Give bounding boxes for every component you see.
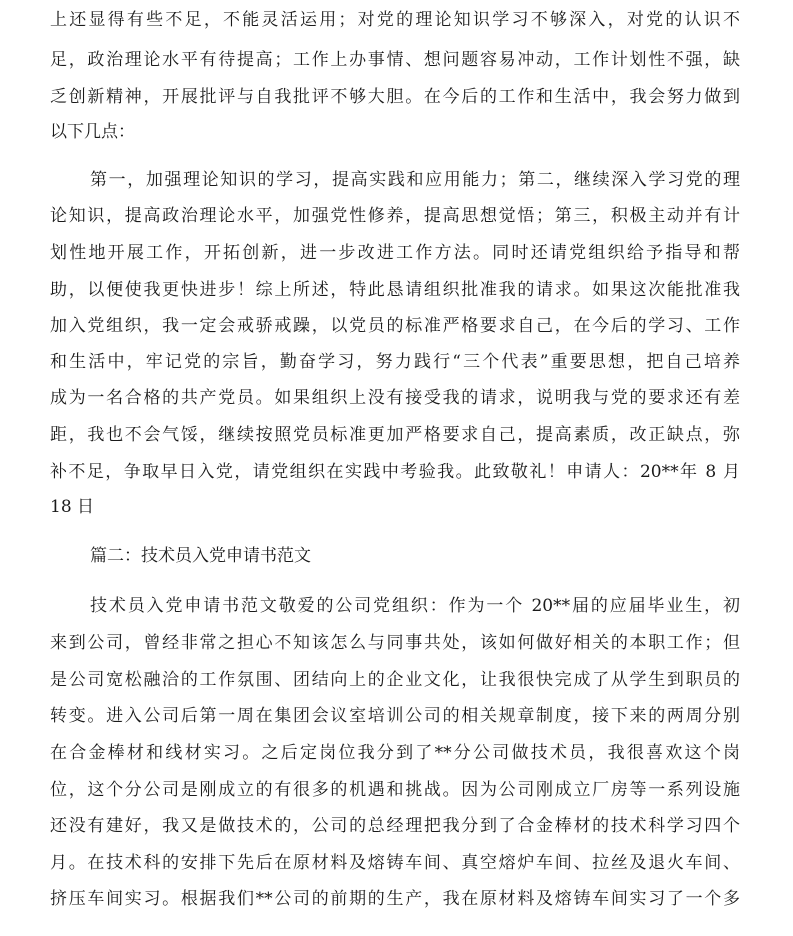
paragraph-line: 转变。进入公司后第一周在集团会议室培训公司的相关规章制度，接下来的两周分别	[50, 706, 740, 726]
paragraph-line: 补不足，争取早日入党，请党组织在实践中考验我。此致敬礼！申请人：20**年 8 月	[50, 462, 740, 482]
paragraph-line: 论知识，提高政治理论水平，加强党性修养，提高思想觉悟；第三，积极主动并有计	[50, 206, 740, 226]
paragraph-line: 加入党组织，我一定会戒骄戒躁，以党员的标准严格要求自己，在今后的学习、工作	[50, 316, 740, 336]
paragraph-line: 在合金棒材和线材实习。之后定岗位我分到了**分公司做技术员，我很喜欢这个岗	[50, 743, 740, 763]
paragraph-line: 距，我也不会气馁，继续按照党员标准更加严格要求自己，提高素质，改正缺点，弥	[50, 425, 740, 445]
paragraph-line: 技术员入党申请书范文敬爱的公司党组织：作为一个 20**届的应届毕业生，初	[90, 596, 740, 616]
paragraph-line: 第一，加强理论知识的学习，提高实践和应用能力；第二，继续深入学习党的理	[90, 170, 740, 190]
paragraph-line: 位，这个分公司是刚成立的有很多的机遇和挑战。因为公司刚成立厂房等一系列设施	[50, 780, 740, 800]
paragraph-line: 乏创新精神，开展批评与自我批评不够大胆。在今后的工作和生活中，我会努力做到	[50, 87, 740, 107]
paragraph-line: 是公司宽松融洽的工作氛围、团结向上的企业文化，让我很快完成了从学生到职员的	[50, 670, 740, 690]
paragraph-line: 挤压车间实习。根据我们**公司的前期的生产，我在原材料及熔铸车间实习了一个多	[50, 889, 740, 909]
paragraph-line: 助，以便使我更快进步！综上所述，特此恳请组织批准我的请求。如果这次能批准我	[50, 280, 740, 300]
paragraph-line: 月。在技术科的安排下先后在原材料及熔铸车间、真空熔炉车间、拉丝及退火车间、	[50, 853, 740, 873]
paragraph-line: 上还显得有些不足，不能灵活运用；对党的理论知识学习不够深入，对党的认识不	[50, 10, 740, 30]
paragraph-line: 成为一名合格的共产党员。如果组织上没有接受我的请求，说明我与党的要求还有差	[50, 388, 740, 408]
paragraph-line: 18 日	[50, 497, 95, 517]
paragraph-line: 和生活中，牢记党的宗旨，勤奋学习，努力践行“三个代表”重要思想，把自己培养	[50, 352, 740, 372]
paragraph-line: 还没有建好，我又是做技术的，公司的总经理把我分到了合金棒材的技术科学习四个	[50, 816, 740, 836]
paragraph-line: 划性地开展工作，开拓创新，进一步改进工作方法。同时还请党组织给予指导和帮	[50, 243, 740, 263]
section-heading: 篇二：技术员入党申请书范文	[90, 546, 311, 566]
paragraph-line: 以下几点：	[50, 122, 135, 142]
paragraph-line: 来到公司，曾经非常之担心不知该怎么与同事共处，该如何做好相关的本职工作；但	[50, 633, 740, 653]
paragraph-line: 足，政治理论水平有待提高；工作上办事情、想问题容易冲动，工作计划性不强，缺	[50, 50, 740, 70]
